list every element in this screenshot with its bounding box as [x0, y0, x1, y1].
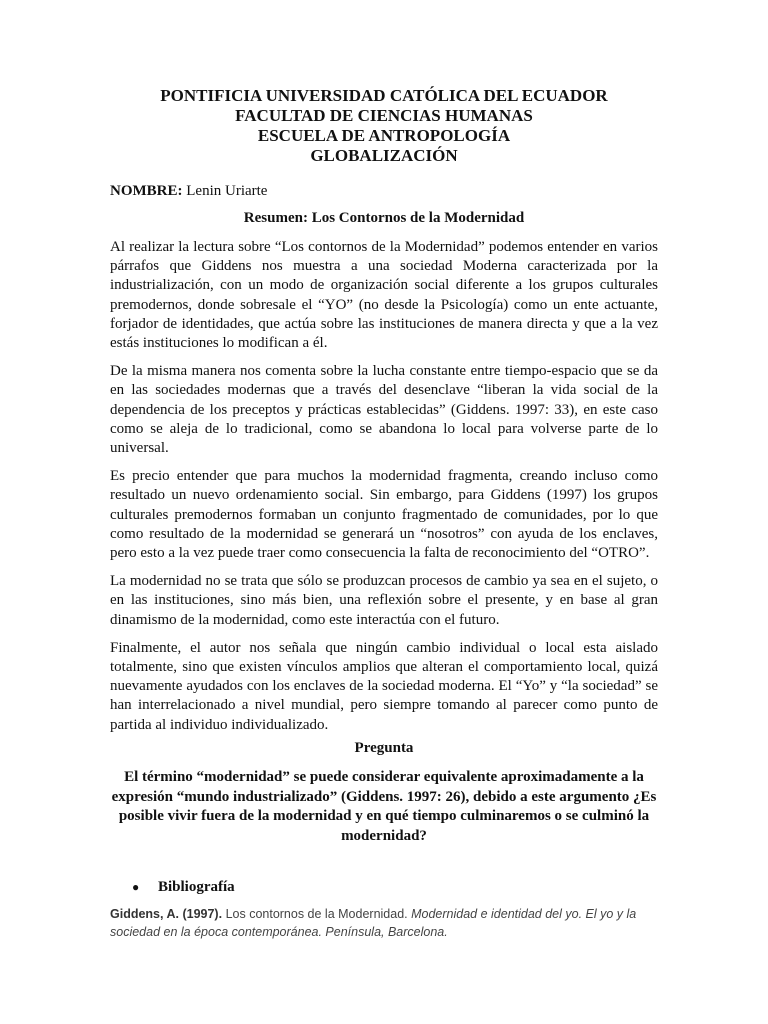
university-name: PONTIFICIA UNIVERSIDAD CATÓLICA DEL ECUADOR	[160, 86, 608, 105]
bib-work-title: Los contornos de la Modernidad.	[225, 907, 408, 921]
student-name: Lenin Uriarte	[186, 183, 268, 199]
paragraph: Al realizar la lectura sobre “Los contornos de la Modernidad” podemos entender en varios párrafos que Giddens nos muestra a una sociedad Moderna caracterizada por la industrialización, con un modo de organización social diferente a los grupos culturales premodernos, donde sobresale el “YO” (no desde la Psicología) como un ente actuante, forjador de identidades, que actúa sobre las instituciones de manera directa y que a la vez estás instituciones lo modifican a él.	[110, 239, 658, 352]
summary-title: Resumen: Los Contornos de la Modernidad	[243, 210, 525, 226]
school-name: ESCUELA DE ANTROPOLOGÍA	[257, 126, 511, 145]
paragraph: Es precio entender que para muchos la modernidad fragmenta, creando incluso como resultado un nuevo ordenamiento social. Sin embargo, para Giddens (1997) los grupos culturales premodernos formaban un conjunto fragmentado de comunidades, por lo que como resultado de la modernidad se generará un “nosotros” con ayuda de los enclaves, pero esto a la vez puede traer como consecuencia la falta de reconocimiento del “OTRO”.	[110, 468, 658, 562]
paragraph: De la misma manera nos comenta sobre la lucha constante entre tiempo-espacio que se da en las sociedades modernas que a través del desenclave “liberan la vida social de la dependencia de los preceptos y prácticas establecidas” (Giddens. 1997: 33), en este caso como se aleja de lo tradicional, como se abandona lo local para volverse parte de lo universal.	[110, 363, 658, 457]
question-text: El término “modernidad” se puede considerar equivalente aproximadamente a la expresión “mundo industrializado” (Giddens. 1997: 26), debido a este argumento ¿Es posible vivir fuera de la modernidad y en qué tiempo culminaremos o se culminó la modernidad?	[111, 769, 657, 844]
bib-book: Modernidad e identidad del yo. El yo y la sociedad en la época contemporánea. Península, Barcelona.	[110, 907, 637, 939]
bullet-icon: ●	[132, 880, 140, 894]
question-title: Pregunta	[354, 740, 414, 756]
student-name-line	[110, 183, 267, 200]
bibliography-entry	[110, 905, 658, 941]
summary-body	[110, 238, 658, 744]
name-label: NOMBRE:	[110, 183, 183, 199]
paragraph: Finalmente, el autor nos señala que ningún cambio individual o local esta aislado totalmente, sino que existen vínculos amplios que alteran el comportamiento local, quizá nuevamente ayudados con los enclaves de la sociedad moderna. El “Yo” y “la sociedad” se han interrelacionado a nivel mundial, pero siempre tomando al parecer como punto de partida al individuo individualizado.	[110, 639, 658, 733]
faculty-name: FACULTAD DE CIENCIAS HUMANAS	[235, 106, 533, 125]
bibliography-title: Bibliografía	[158, 879, 235, 895]
paragraph: La modernidad no se trata que sólo se produzcan procesos de cambio ya sea en el sujeto, o en las instituciones, sino más bien, una reflexión sobre el presente, y en base al gran dinamismo de la modernidad, como este interactúa con el futuro.	[110, 573, 658, 628]
document-header	[0, 86, 768, 166]
course-name: GLOBALIZACIÓN	[310, 146, 458, 165]
bibliography-heading	[132, 879, 235, 896]
bib-author: Giddens, A. (1997).	[110, 907, 223, 921]
